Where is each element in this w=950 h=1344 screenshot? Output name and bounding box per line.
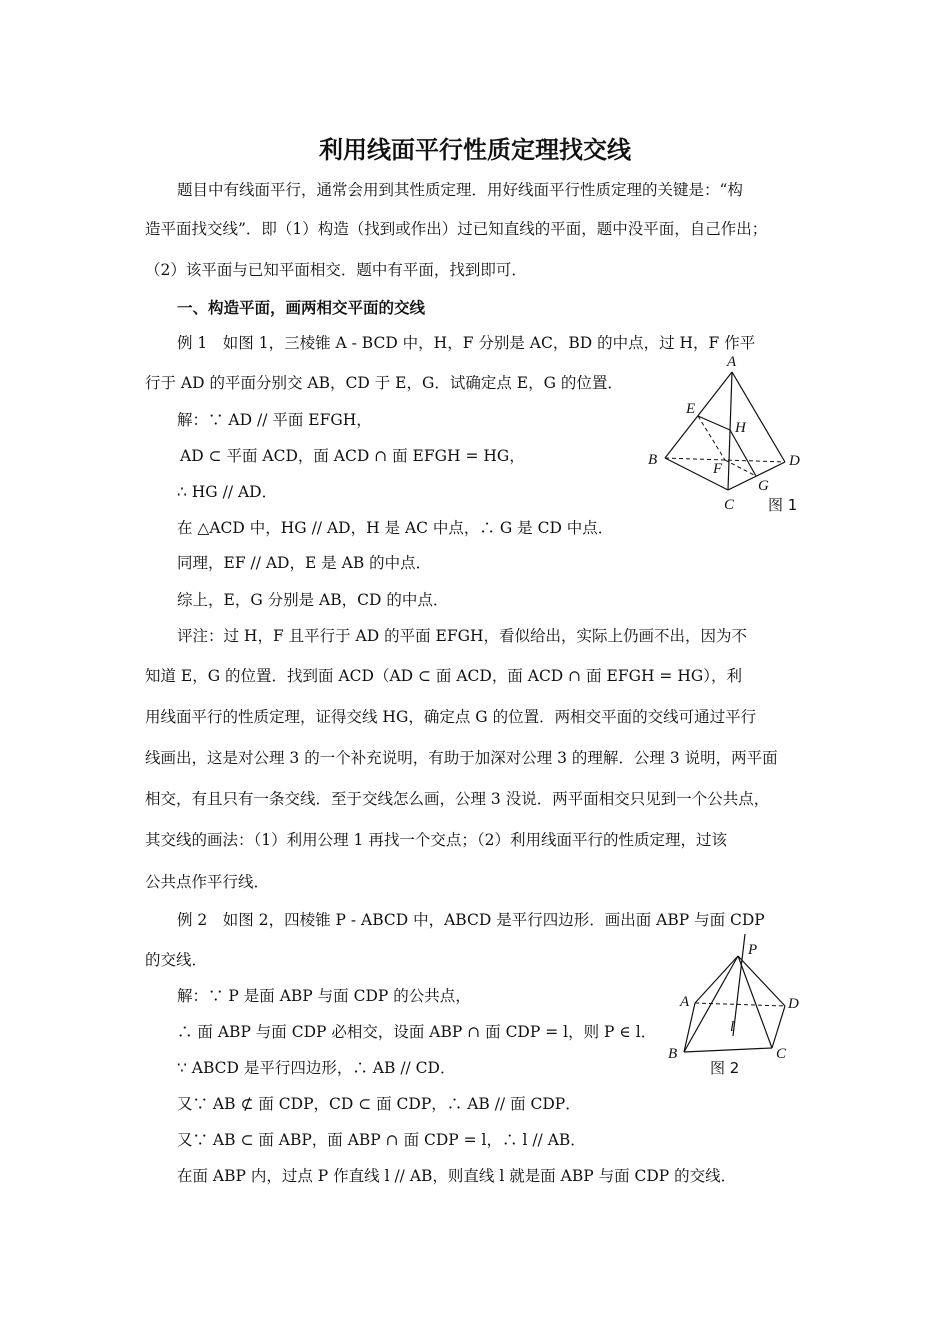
comment-line: 评注：过 H，F 且平行于 AD 的平面 EFGH，看似给出，实际上仍画不出，因为不 — [177, 627, 747, 645]
comment-line: 公共点作平行线． — [145, 873, 270, 891]
fig1-label-f: F — [713, 461, 723, 477]
solution-2-line: 又∵ AB ⊄ 面 CDP，CD ⊂ 面 CDP，∴ AB // 面 CDP． — [177, 1095, 581, 1113]
figure-2 — [660, 928, 820, 1082]
solution-line: AD ⊂ 平面 ACD，面 ACD ∩ 面 EFGH = HG， — [180, 447, 525, 465]
solution-line: ∴ HG // AD． — [177, 483, 278, 501]
figure-1-caption: 图 1 — [768, 496, 798, 514]
example-2-line: 的交线． — [145, 951, 208, 969]
paragraph-line: 题目中有线面平行，通常会用到其性质定理．用好线面平行性质定理的关键是：“构 — [177, 181, 743, 199]
section-heading: 一、构造平面，画两相交平面的交线 — [177, 299, 426, 317]
fig2-label-b: B — [668, 1046, 678, 1062]
paragraph-line: 造平面找交线”．即（1）构造（找到或作出）过已知直线的平面，题中没平面，自己作出； — [145, 220, 768, 238]
solution-2-line: ∵ ABCD 是平行四边形，∴ AB // CD． — [177, 1059, 456, 1077]
paragraph-line: （2）该平面与已知平面相交．题中有平面，找到即可． — [145, 261, 527, 279]
fig2-label-d: D — [788, 996, 799, 1012]
figure-2-diagram — [660, 928, 820, 1078]
fig1-label-d: D — [789, 453, 800, 469]
example-2-line: 例 2 如图 2，四棱锥 P - ABCD 中，ABCD 是平行四边形．画出面 ABP 与面 CDP — [177, 911, 765, 929]
solution-line: 在 △ACD 中，HG // AD，H 是 AC 中点，∴ G 是 CD 中点． — [177, 519, 614, 537]
fig1-label-e: E — [686, 401, 696, 417]
figure-1 — [640, 350, 815, 524]
fig1-label-c: C — [724, 497, 735, 513]
solution-2-line: ∴ 面 ABP 与面 CDP 必相交，设面 ABP ∩ 面 CDP = l，则 P ∈ l． — [177, 1023, 657, 1041]
fig2-label-p: P — [748, 942, 758, 958]
solution-2-line: 在面 ABP 内，过点 P 作直线 l // AB，则直线 l 就是面 ABP 与面 CDP 的交线． — [177, 1167, 737, 1185]
solution-line: 解：∵ AD // 平面 EFGH， — [177, 411, 372, 429]
comment-line: 相交，有且只有一条交线．至于交线怎么画，公理 3 没说．两平面相交只见到一个公共点， — [145, 790, 770, 808]
comment-line: 用线面平行的性质定理，证得交线 HG，确定点 G 的位置．两相交平面的交线可通过平行 — [145, 708, 757, 726]
fig2-label-a: A — [680, 994, 690, 1010]
figure-1-diagram — [640, 350, 815, 520]
page-title: 利用线面平行性质定理找交线 — [319, 136, 631, 164]
example-1-line: 例 1 如图 1，三棱锥 A - BCD 中，H，F 分别是 AC，BD 的中点，过 H，F 作平 — [177, 334, 756, 352]
comment-line: 知道 E，G 的位置．找到面 ACD（AD ⊂ 面 ACD，面 ACD ∩ 面 EFGH = HG），利 — [145, 667, 742, 685]
solution-line: 综上，E，G 分别是 AB，CD 的中点． — [177, 591, 449, 609]
fig2-label-c: C — [776, 1046, 787, 1062]
fig1-label-h: H — [735, 420, 746, 436]
fig2-label-l: l — [730, 1019, 735, 1035]
solution-line: 同理，EF // AD，E 是 AB 的中点． — [177, 554, 432, 572]
comment-line: 线画出，这是对公理 3 的一个补充说明，有助于加深对公理 3 的理解．公理 3 说明，两平面 — [145, 749, 778, 767]
example-1-line: 行于 AD 的平面分别交 AB，CD 于 E，G．试确定点 E，G 的位置． — [145, 374, 623, 392]
fig1-label-a: A — [727, 354, 737, 370]
figure-2-caption: 图 2 — [710, 1059, 740, 1077]
comment-line: 其交线的画法：（1）利用公理 1 再找一个交点；（2）利用线面平行的性质定理，过该 — [145, 831, 727, 849]
solution-2-line: 又∵ AB ⊂ 面 ABP，面 ABP ∩ 面 CDP = l，∴ l // AB． — [177, 1131, 586, 1149]
fig1-label-g: G — [758, 478, 769, 494]
fig1-label-b: B — [648, 452, 658, 468]
solution-2-line: 解：∵ P 是面 ABP 与面 CDP 的公共点， — [177, 987, 471, 1005]
